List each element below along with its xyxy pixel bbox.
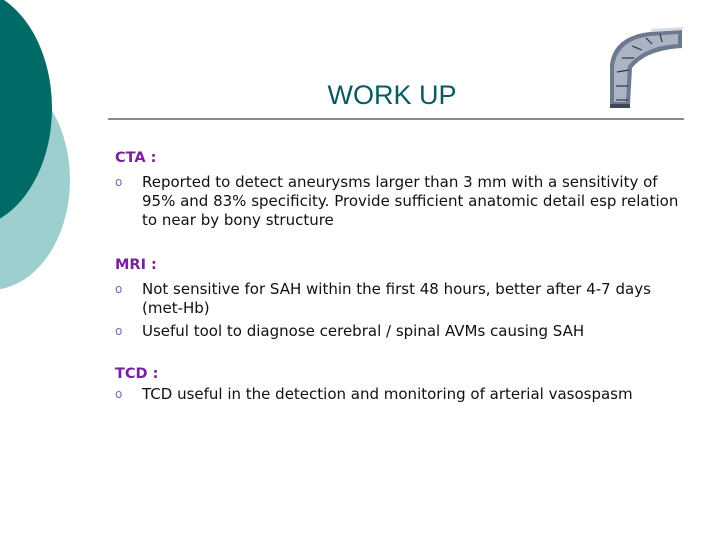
bullet-text: Reported to detect aneurysms larger than 3 mm with a sensitivity of 95% and 83% specificity. Provide sufficient anatomic detail esp relation to near by bony structure xyxy=(142,173,679,229)
ct-scanner-image xyxy=(590,24,694,112)
slide-title: WORK UP xyxy=(327,80,457,110)
bullet-text: TCD useful in the detection and monitoring of arterial vasospasm xyxy=(142,385,633,403)
list-item xyxy=(115,173,685,230)
list-item xyxy=(115,280,685,318)
title-divider xyxy=(108,118,684,120)
bullet-text: Useful tool to diagnose cerebral / spinal AVMs causing SAH xyxy=(142,322,585,340)
bullet-circle-icon: o xyxy=(115,387,123,401)
section-heading-cta: CTA : xyxy=(115,150,157,166)
section-heading-tcd: TCD : xyxy=(115,366,159,382)
bullet-circle-icon: o xyxy=(115,324,123,338)
list-item xyxy=(115,385,685,404)
list-item xyxy=(115,322,685,341)
bullet-circle-icon: o xyxy=(115,175,123,189)
section-heading-mri: MRI : xyxy=(115,257,157,273)
bullet-circle-icon: o xyxy=(115,282,123,296)
bullet-text: Not sensitive for SAH within the first 48 hours, better after 4-7 days (met-Hb) xyxy=(142,280,651,317)
